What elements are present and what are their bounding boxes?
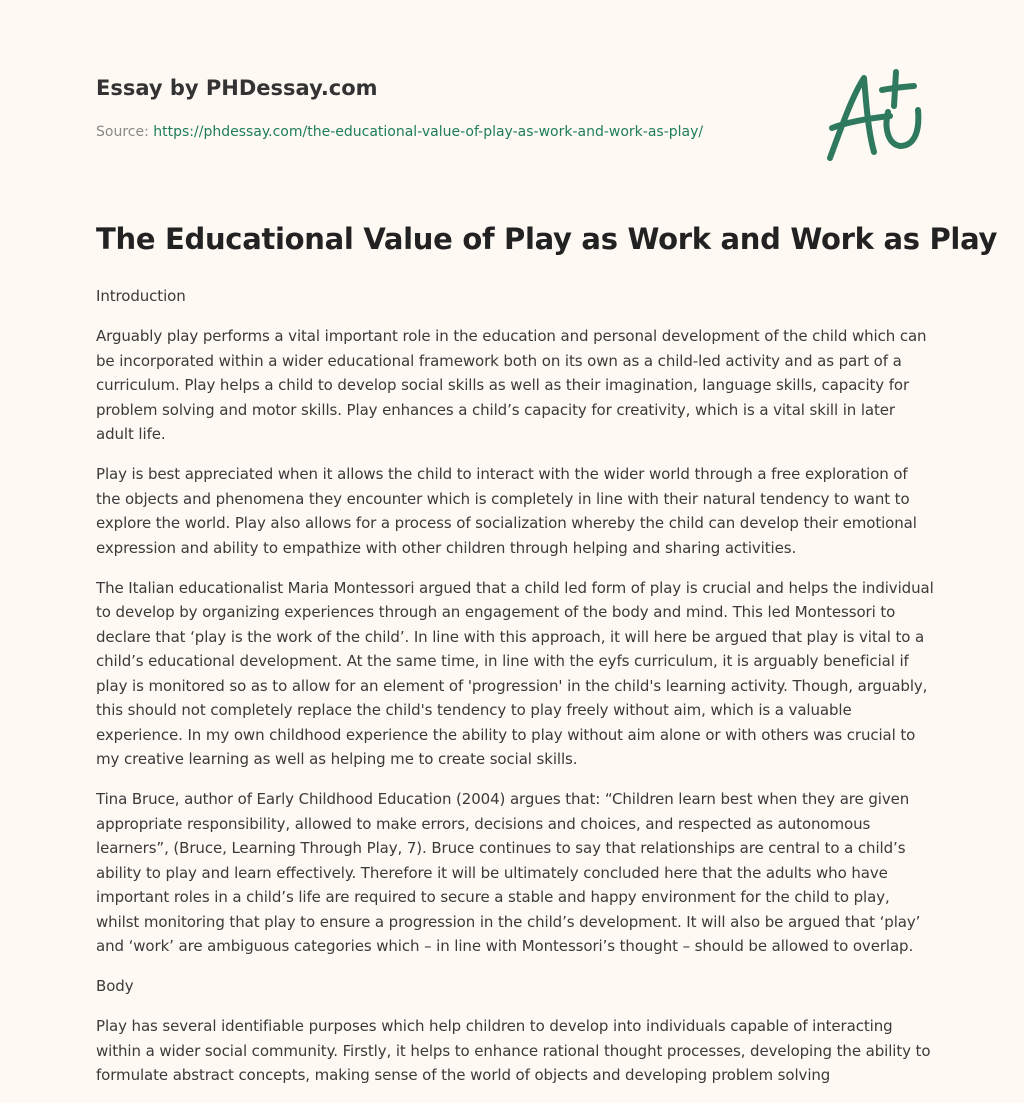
paragraph: Play has several identifiable purposes which help children to develop into individuals capable of interacting within a wider social community. Firstly, it helps to enhance rational thought processes, developing the ability to formulate abstract concepts, making sense of the world of objects and developing problem solving: [96, 1017, 931, 1084]
paragraph: Tina Bruce, author of Early Childhood Education (2004) argues that: “Children learn best when they are given appropriate responsibility, allowed to make errors, decisions and choices, and respected as autonomous learners”, (Bruce, Learning Through Play, 7). Bruce continues to say that relationships are central to a child’s ability to play and learn effectively. Therefore it will be ultimately concluded here that the adults who have important roles in a child’s life are required to secure a stable and happy environment for the child to play, whilst monitoring that play to ensure a progression in the child’s development. It will also be argued that ‘play’ and ‘work’ are ambiguous categories which – in line with Montessori’s thought – should be allowed to overlap.: [96, 790, 921, 955]
paragraph: Arguably play performs a vital important role in the education and personal development of the child which can be incorporated within a wider educational framework both on its own as a child-led activity and as part of a curriculum. Play helps a child to develop social skills as well as their imagination, language skills, capacity for problem solving and motor skills. Play enhances a child’s capacity for creativity, which is a vital skill in later adult life.: [96, 327, 927, 443]
paragraph: Play is best appreciated when it allows the child to interact with the wider world through a free exploration of the objects and phenomena they encounter which is completely in line with their natural tendency to want to explore the world. Play also allows for a process of socialization whereby the child can develop their emotional expression and ability to empathize with other children through helping and sharing activities.: [96, 465, 917, 557]
a-plus-logo-icon: [822, 66, 932, 166]
essay-title: The Educational Value of Play as Work and Work as Play: [96, 222, 998, 256]
source-label: Source:: [96, 124, 149, 140]
essay-body: [96, 284, 936, 1103]
paragraph: The Italian educationalist Maria Montessori argued that a child led form of play is crucial and helps the individual to develop by organizing experiences through an engagement of the body and mind. This led Montessori to declare that ‘play is the work of the child’. In line with this approach, it will here be argued that play is vital to a child’s educational development. At the same time, in line with the eyfs curriculum, it is arguably beneficial if play is monitored so as to allow for an element of 'progression' in the child's learning activity. Though, arguably, this should not completely replace the child's tendency to play freely without aim, which is a valuable experience. In my own childhood experience the ability to play without aim alone or with others was crucial to my creative learning as well as helping me to create social skills.: [96, 578, 934, 768]
source-line: [96, 124, 703, 140]
section-heading-introduction: Introduction: [96, 287, 186, 305]
section-heading-body: Body: [96, 977, 134, 995]
site-title: Essay by PHDessay.com: [96, 76, 378, 100]
source-link[interactable]: https://phdessay.com/the-educational-value-of-play-as-work-and-work-as-play/: [153, 124, 704, 140]
